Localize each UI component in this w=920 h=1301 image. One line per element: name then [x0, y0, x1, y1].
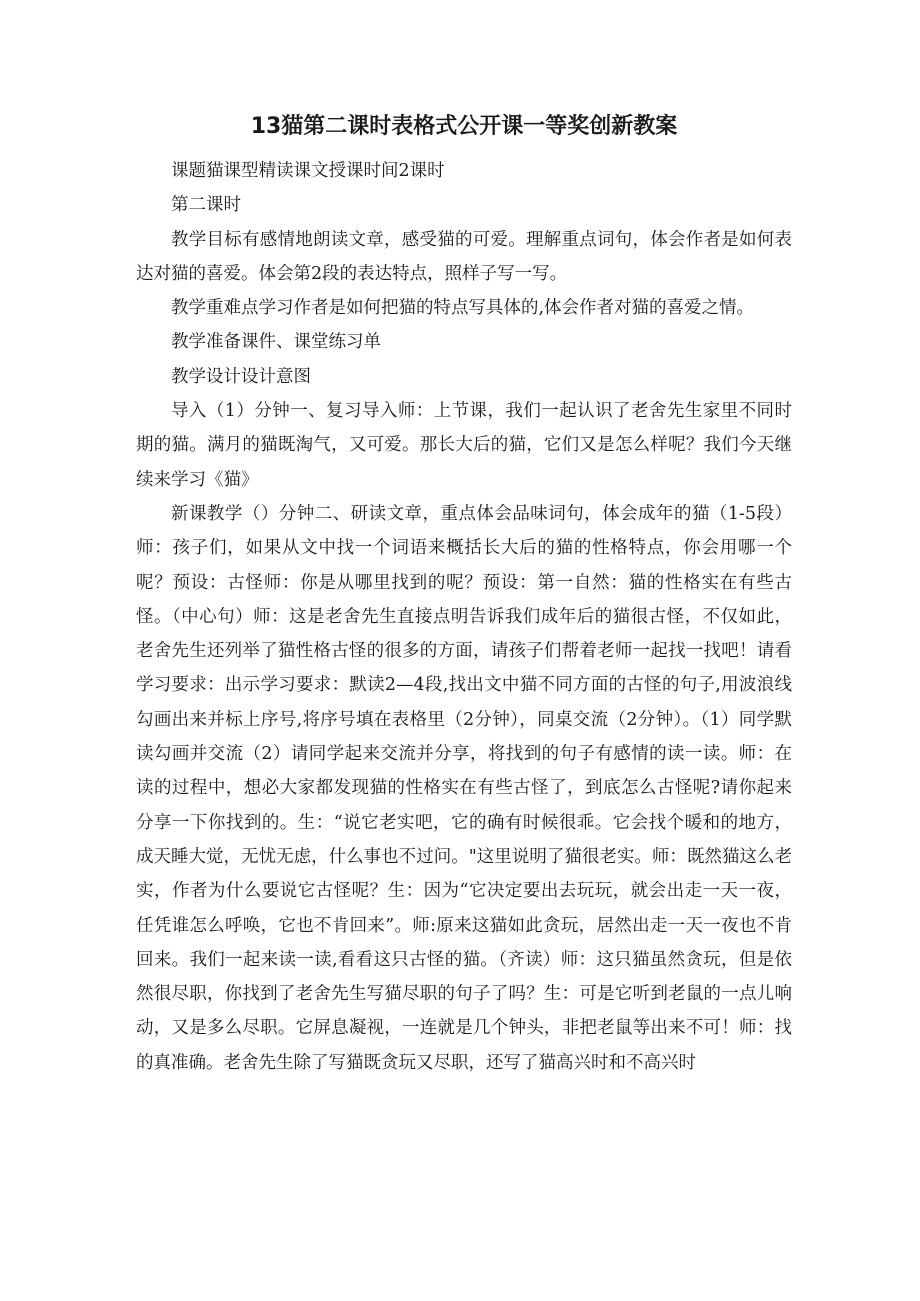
paragraph-lesson-info: 课题猫课型精读课文授课时间2课时	[171, 161, 445, 181]
paragraph-introduction: 导入（1）分钟一、复习导入师：上节课，我们一起认识了老舍先生家里不同时期的猫。满月的猫既淘气，又可爱。那长大后的猫，它们又是怎么样呢？我们今天继续来学习《猫》	[136, 401, 792, 490]
paragraph-design-header: 教学设计设计意图	[171, 366, 311, 387]
paragraph-second-lesson: 第二课时	[171, 195, 241, 216]
paragraph-preparation: 教学准备课件、课堂练习单	[171, 332, 381, 353]
document-title: 13猫第二课时表格式公开课一等奖创新教案	[250, 114, 678, 139]
document-page	[136, 108, 792, 1080]
paragraph-new-lesson: 新课教学（）分钟二、研读文章，重点体会品味词句，体会成年的猫（1-5段）师：孩子们，如果从文中找一个词语来概括长大后的猫的性格特点，你会用哪一个呢？预设：古怪师：你是从哪里找到的呢？预设：第一自然：猫的性格实在有些古怪。（中心句）师：这是老舍先生直接点明告诉我们成年后的猫很古怪，不仅如此，老舍先生还列举了猫性格古怪的很多的方面，请孩子们帮着老师一起找一找吧！请看学习要求：出示学习要求：默读2—4段,找出文中猫不同方面的古怪的句子,用波浪线勾画出来并标上序号,将序号填在表格里（2分钟），同桌交流（2分钟）。（1）同学默读勾画并交流（2）请同学起来交流并分享，将找到的句子有感情的读一读。师：在读的过程中，想必大家都发现猫的性格实在有些古怪了，到底怎么古怪呢?请你起来分享一下你找到的。生：“说它老实吧，它的确有时候很乖。它会找个暖和的地方，成天睡大觉，无忧无虑，什么事也不过问。"这里说明了猫很老实。师：既然猫这么老实，作者为什么要说它古怪呢？生：因为“它决定要出去玩玩，就会出走一天一夜，任凭谁怎么呼唤，它也不肯回来”。师:原来这猫如此贪玩，居然出走一天一夜也不肯回来。我们一起来读一读,看看这只古怪的猫。（齐读）师：这只猫虽然贪玩，但是依然很尽职，你找到了老舍先生写猫尽职的句子了吗？生：可是它听到老鼠的一点儿响动，又是多么尽职。它屏息凝视，一连就是几个钟头，非把老鼠等出来不可！师：找的真准确。老舍先生除了写猫既贪玩又尽职，还写了猫高兴时和不高兴时	[136, 503, 792, 1073]
paragraph-key-difficulties: 教学重难点学习作者是如何把猫的特点写具体的,体会作者对猫的喜爱之情。	[171, 298, 755, 319]
paragraph-teaching-goals: 教学目标有感情地朗读文章，感受猫的可爱。理解重点词句，体会作者是如何表达对猫的喜爱。体会第2段的表达特点，照样子写一写。	[136, 229, 792, 284]
